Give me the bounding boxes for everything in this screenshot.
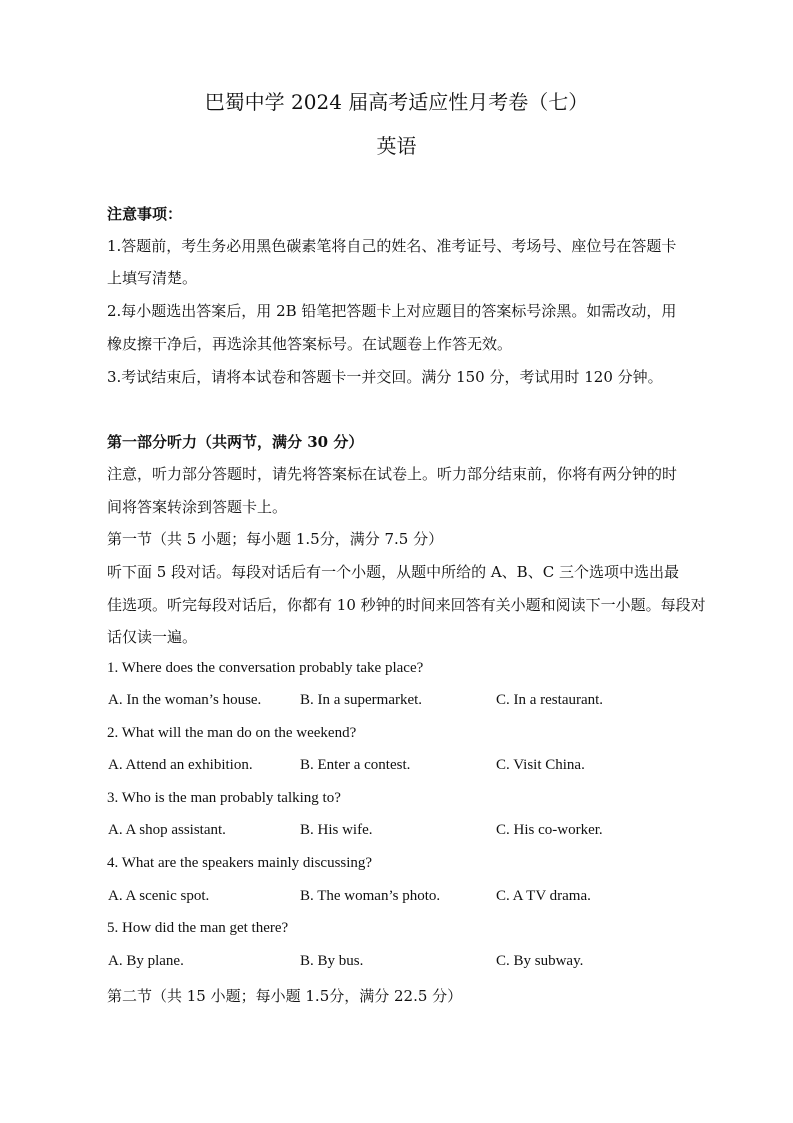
option-c: C. In a restaurant. <box>496 692 604 708</box>
option-a: A. In the woman’s house. <box>108 692 262 708</box>
option-b: B. By bus. <box>300 953 364 969</box>
part1-intro-cont: 间将答案转涂到答题卡上。 <box>107 498 288 516</box>
part1-heading: 第一部分听力（共两节，满分 30 分） <box>107 433 364 451</box>
question-stem: 3. Who is the man probably talking to? <box>107 790 341 806</box>
question-stem: 4. What are the speakers mainly discussing? <box>107 855 373 871</box>
question-stem: 1. Where does the conversation probably take place? <box>107 660 424 676</box>
section1-heading: 第一节（共 5 小题；每小题 1.5分，满分 7.5 分） <box>107 530 444 548</box>
option-c: C. A TV drama. <box>496 888 591 904</box>
question-stem: 2. What will the man do on the weekend? <box>107 725 357 741</box>
option-b: B. In a supermarket. <box>300 692 423 708</box>
part1-intro: 注意，听力部分答题时，请先将答案标在试卷上。听力部分结束前，你将有两分钟的时 <box>107 465 678 483</box>
question-stem: 5. How did the man get there? <box>107 920 289 936</box>
option-c: C. His co-worker. <box>496 822 603 838</box>
option-a: A. Attend an exhibition. <box>108 757 253 773</box>
section1-instructions: 听下面 5 段对话。每段对话后有一个小题，从题中所给的 A、B、C 三个选项中选出最 <box>107 563 679 581</box>
subject-title: 英语 <box>376 134 417 158</box>
option-a: A. By plane. <box>108 953 184 969</box>
notice-item-2: 2.每小题选出答案后，用 2B 铅笔把答题卡上对应题目的答案标号涂黑。如需改动，用 <box>107 302 677 320</box>
notice-item-2-cont: 橡皮擦干净后，再选涂其他答案标号。在试题卷上作答无效。 <box>107 335 513 353</box>
notice-heading: 注意事项： <box>107 205 183 223</box>
notice-item-3: 3.考试结束后，请将本试卷和答题卡一并交回。满分 150 分，考试用时 120 分钟。 <box>107 368 663 386</box>
option-b: B. The woman’s photo. <box>300 888 441 904</box>
option-c: C. By subway. <box>496 953 584 969</box>
section2-heading: 第二节（共 15 小题；每小题 1.5分，满分 22.5 分） <box>107 987 463 1005</box>
section1-instructions-end: 话仅读一遍。 <box>107 628 198 646</box>
option-c: C. Visit China. <box>496 757 585 773</box>
section1-instructions-cont: 佳选项。听完每段对话后，你都有 10 秒钟的时间来回答有关小题和阅读下一小题。每段对 <box>107 596 706 614</box>
notice-item-1-cont: 上填写清楚。 <box>107 269 198 287</box>
exam-title: 巴蜀中学 2024 届高考适应性月考卷（七） <box>204 90 589 114</box>
option-b: B. Enter a contest. <box>300 757 411 773</box>
option-b: B. His wife. <box>300 822 373 838</box>
notice-item-1: 1.答题前，考生务必用黑色碳素笔将自己的姓名、准考证号、考场号、座位号在答题卡 <box>107 237 677 255</box>
option-a: A. A scenic spot. <box>108 888 210 904</box>
option-a: A. A shop assistant. <box>108 822 226 838</box>
